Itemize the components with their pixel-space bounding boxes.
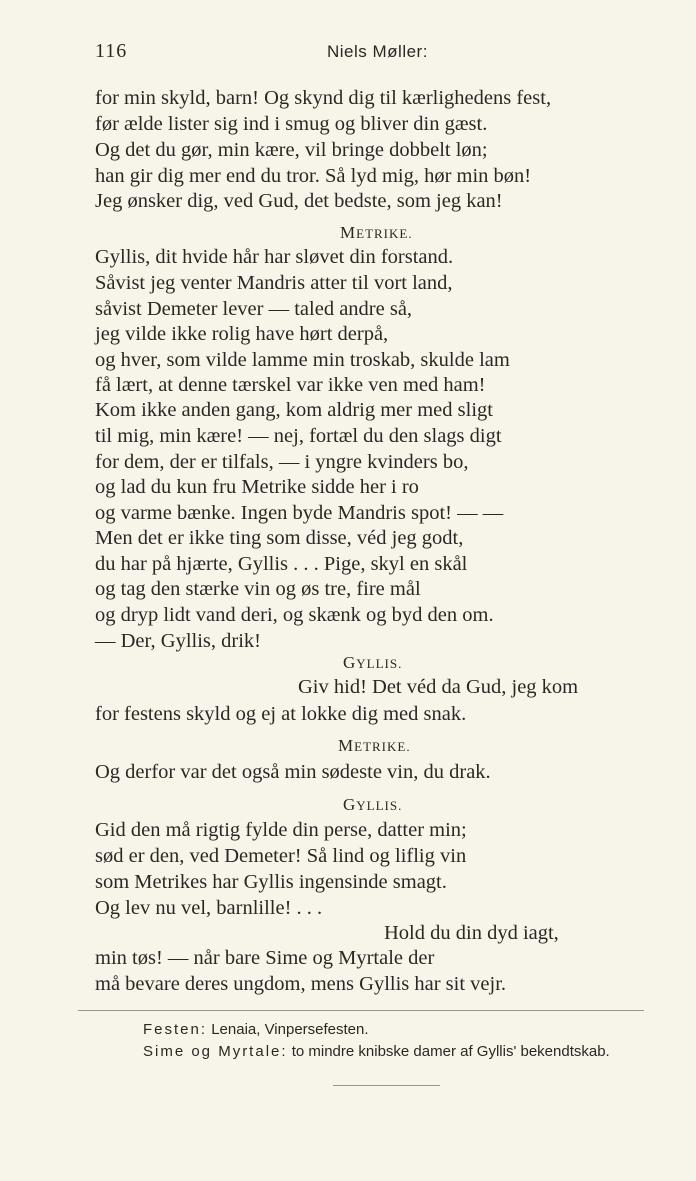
verse-line: Gid den må rigtig fylde din perse, datter min; — [95, 819, 467, 841]
verse-line: — Der, Gyllis, drik! — [95, 630, 262, 652]
verse-line: for festens skyld og ej at lokke dig med snak. — [95, 703, 467, 725]
footnote-text: to mindre knibske damer af Gyllis' bekendtskab. — [287, 1043, 610, 1060]
footnote-text: Lenaia, Vinpersefesten. — [207, 1021, 369, 1038]
speaker-rest: ETRIKE. — [354, 739, 411, 754]
verse-line: såvist Demeter lever — taled andre så, — [95, 298, 413, 320]
verse-line: Og lev nu vel, barnlille! . . . — [95, 897, 323, 919]
running-head: Niels Møller: — [327, 42, 428, 61]
verse-line: min tøs! — når bare Sime og Myrtale der — [95, 947, 435, 969]
speaker-heading — [340, 222, 413, 245]
verse-line: Giv hid! Det véd da Gud, jeg kom — [298, 676, 579, 698]
verse-line: han gir dig mer end du tror. Så lyd mig, hør min bøn! — [95, 165, 532, 187]
verse-line: og hver, som vilde lamme min troskab, skulde lam — [95, 349, 510, 371]
verse-line: og tag den stærke vin og øs tre, fire mål — [95, 578, 421, 600]
speaker-heading — [343, 652, 402, 675]
verse-line: sød er den, ved Demeter! Så lind og liflig vin — [95, 845, 467, 867]
verse-line: jeg vilde ikke rolig have hørt derpå, — [95, 323, 389, 345]
verse-line: du har på hjærte, Gyllis . . . Pige, skyl en skål — [95, 553, 468, 575]
verse-line: og lad du kun fru Metrike sidde her i ro — [95, 476, 419, 498]
verse-line: Hold du din dyd iagt, — [384, 922, 559, 944]
footnote-rule — [78, 1010, 644, 1011]
verse-line: til mig, min kære! — nej, fortæl du den slags digt — [95, 425, 502, 447]
verse-line: Men det er ikke ting som disse, véd jeg godt, — [95, 527, 464, 549]
verse-line: Kom ikke anden gang, kom aldrig mer med sligt — [95, 399, 493, 421]
verse-line: må bevare deres ungdom, mens Gyllis har sit vejr. — [95, 973, 507, 995]
verse-line: få lært, at denne tærskel var ikke ven med ham! — [95, 374, 486, 396]
verse-line: som Metrikes har Gyllis ingensinde smagt. — [95, 871, 447, 893]
verse-line: Gyllis, dit hvide hår har sløvet din forstand. — [95, 246, 454, 268]
verse-line: for min skyld, barn! Og skynd dig til kærlighedens fest, — [95, 87, 552, 109]
speaker-heading — [338, 735, 411, 758]
footnote — [143, 1042, 610, 1062]
verse-line: Jeg ønsker dig, ved Gud, det bedste, som jeg kan! — [95, 190, 503, 212]
verse-line: Og det du gør, min kære, vil bringe dobbelt løn; — [95, 139, 488, 161]
footnote-end-rule — [333, 1085, 440, 1086]
speaker-initial: M — [338, 736, 355, 755]
footnote-lemma: Festen: — [143, 1021, 208, 1038]
speaker-rest: YLLIS. — [356, 656, 403, 671]
speaker-initial: G — [343, 653, 357, 672]
verse-line: Og derfor var det også min sødeste vin, du drak. — [95, 761, 491, 783]
verse-line: før ælde lister sig ind i smug og bliver din gæst. — [95, 113, 488, 135]
speaker-initial: M — [340, 223, 357, 242]
speaker-rest: YLLIS. — [356, 798, 403, 813]
speaker-initial: G — [343, 795, 357, 814]
verse-line: og varme bænke. Ingen byde Mandris spot! — — — [95, 502, 504, 524]
page-number: 116 — [95, 40, 128, 62]
speaker-rest: ETRIKE. — [356, 226, 413, 241]
footnote-lemma: Sime og Myrtale: — [143, 1043, 288, 1060]
verse-line: Såvist jeg venter Mandris atter til vort land, — [95, 272, 453, 294]
verse-line: for dem, der er tilfals, — i yngre kvinders bo, — [95, 451, 469, 473]
verse-line: og dryp lidt vand deri, og skænk og byd den om. — [95, 604, 494, 626]
speaker-heading — [343, 794, 402, 817]
footnote — [143, 1020, 369, 1040]
